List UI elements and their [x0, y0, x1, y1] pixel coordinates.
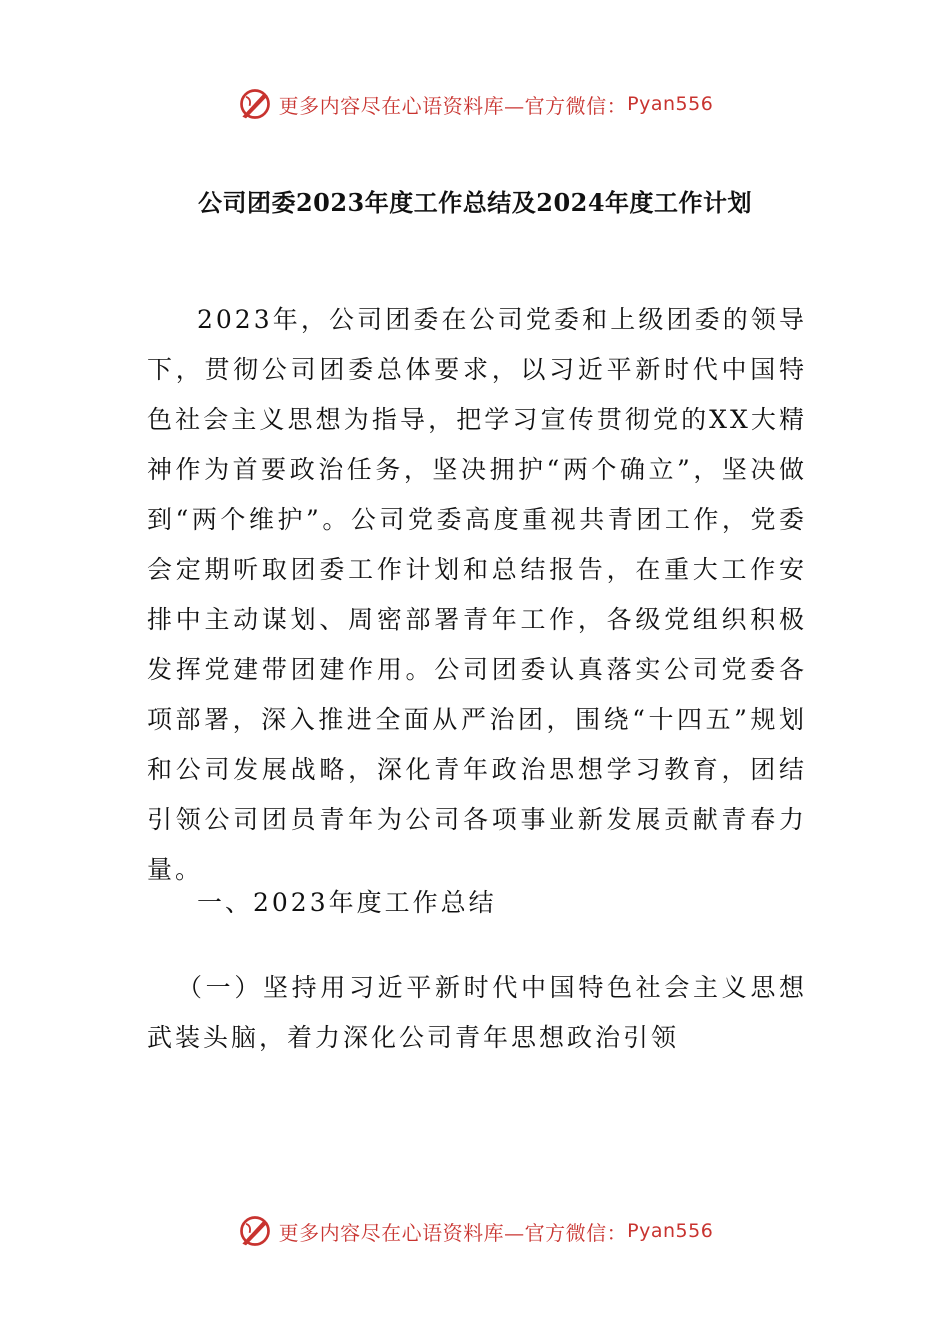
document-title: 公司团委2023年度工作总结及2024年度工作计划	[197, 188, 753, 217]
intro-paragraph: 2023年，公司团委在公司党委和上级团委的领导下，贯彻公司团委总体要求，以习近平新时代中国特色社会主义思想为指导，把学习宣传贯彻党的XX大精神作为首要政治任务，坚决拥护“两个确立”，坚决做到“两个维护”。公司党委高度重视共青团工作，党委会定期听取团委工作计划和总结报告，在重大工作安排中主动谋划、周密部署青年工作，各级党组织积极发挥党建带团建作用。公司团委认真落实公司党委各项部署，深入推进全面从严治团，围绕“十四五”规划和公司发展战略，深化青年政治思想学习教育，团结引领公司团员青年为公司各项事业新发展贡献青春力量。	[147, 305, 807, 884]
footer-banner	[0, 1209, 950, 1253]
header-banner	[0, 82, 950, 126]
banner-wechat-id: Pyan556	[627, 1220, 714, 1242]
banner-text: 更多内容尽在心语资料库—官方微信：	[278, 93, 628, 118]
banner-wechat-id: Pyan556	[627, 93, 714, 115]
pen-circle-logo-icon	[237, 1213, 273, 1249]
banner-text: 更多内容尽在心语资料库—官方微信：	[278, 1220, 628, 1245]
section-heading: 一、2023年度工作总结	[197, 888, 497, 917]
pen-circle-logo-icon	[237, 86, 273, 122]
subsection-heading: （一）坚持用习近平新时代中国特色社会主义思想武装头脑，着力深化公司青年思想政治引领	[147, 973, 807, 1052]
